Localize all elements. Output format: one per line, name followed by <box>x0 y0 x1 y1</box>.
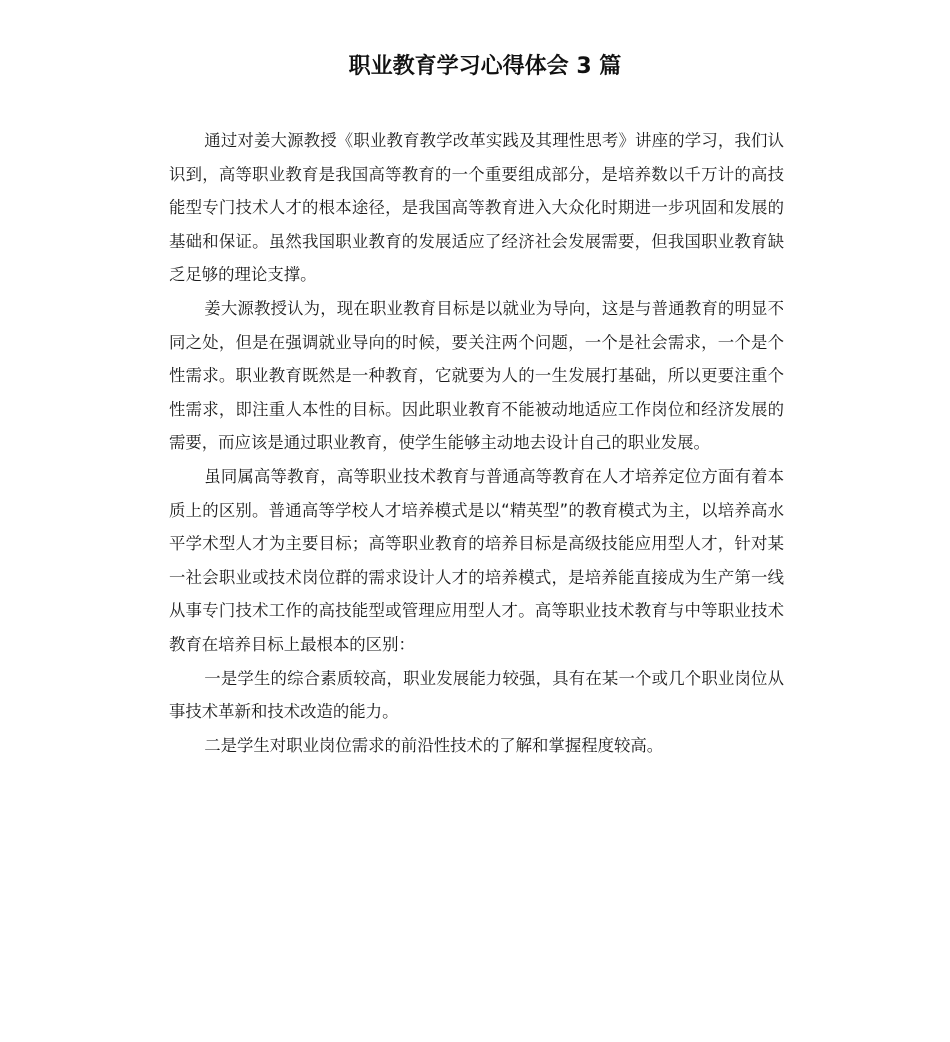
document-title: 职业教育学习心得体会 3 篇 <box>348 54 622 79</box>
paragraph-5: 二是学生对职业岗位需求的前沿性技术的了解和掌握程度较高。 <box>204 735 664 755</box>
paragraph-3: 虽同属高等教育，高等职业技术教育与普通高等教育在人才培养定位方面有着本质上的区别。普通高等学校人才培养模式是以“精英型”的教育模式为主，以培养高水平学术型人才为主要目标；高等职业教育的培养目标是高级技能应用型人才，针对某一社会职业或技术岗位群的需求设计人才的培养模式，是培养能直接成为生产第一线从事专门技术工作的高技能型或管理应用型人才。高等职业技术教育与中等职业技术教育在培养目标上最根本的区别： <box>169 466 784 654</box>
paragraph-1: 通过对姜大源教授《职业教育教学改革实践及其理性思考》讲座的学习，我们认识到，高等职业教育是我国高等教育的一个重要组成部分，是培养数以千万计的高技能型专门技术人才的根本途径，是我国高等教育进入大众化时期进一步巩固和发展的基础和保证。虽然我国职业教育的发展适应了经济社会发展需要，但我国职业教育缺乏足够的理论支撑。 <box>169 131 784 285</box>
paragraph-2: 姜大源教授认为，现在职业教育目标是以就业为导向，这是与普通教育的明显不同之处，但是在强调就业导向的时候，要关注两个问题，一个是社会需求，一个是个性需求。职业教育既然是一种教育，它就要为人的一生发展打基础，所以更要注重个性需求，即注重人本性的目标。因此职业教育不能被动地适应工作岗位和经济发展的需要，而应该是通过职业教育，使学生能够主动地去设计自己的职业发展。 <box>169 298 784 453</box>
paragraph-4: 一是学生的综合素质较高，职业发展能力较强，具有在某一个或几个职业岗位从事技术革新和技术改造的能力。 <box>169 668 784 722</box>
document-body <box>169 124 784 762</box>
